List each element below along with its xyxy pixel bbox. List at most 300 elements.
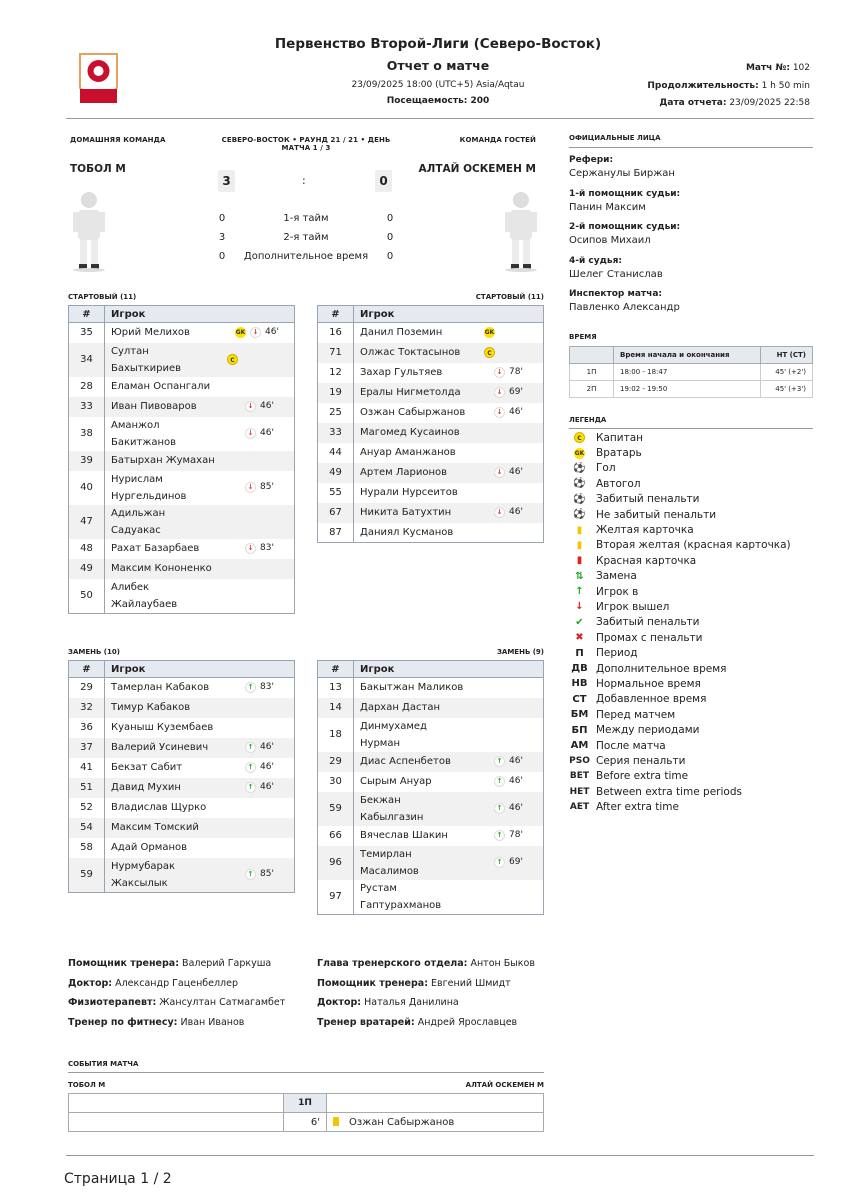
sub-out-icon: ↓ — [245, 482, 256, 493]
player-number: 66 — [318, 826, 354, 846]
staff-role: Физиотерапевт: — [68, 997, 157, 1008]
player-name: Тамерлан Кабаков — [111, 682, 210, 694]
player-name: Вячеслав Шакин — [360, 830, 448, 841]
sub-minute: 46' — [509, 756, 523, 766]
sub-minute: 46' — [509, 776, 523, 786]
legend-symbol: ДВ — [571, 663, 588, 675]
sub-minute: 46' — [509, 467, 523, 477]
staff-name: Антон Быков — [470, 958, 535, 969]
legend-item — [566, 492, 791, 507]
sub-minute: 46' — [260, 762, 274, 772]
player-name: Адильжан Садуакас — [111, 507, 166, 536]
official-role: 2-й помощник судьи: — [569, 222, 681, 232]
table-row — [69, 838, 295, 858]
player-number: 71 — [318, 343, 354, 363]
player-number: 49 — [318, 463, 354, 483]
home-staff — [68, 958, 285, 1036]
events-title: СОБЫТИЯ МАТЧА — [68, 1060, 139, 1068]
player-name: Еламан Оспангали — [111, 381, 211, 392]
legend-symbol: ✖ — [575, 632, 584, 644]
away-starting-table — [317, 305, 544, 543]
legend-item — [566, 430, 791, 445]
sub-out-icon: ↓ — [494, 467, 505, 478]
player-name: Алибек Жайлаубаев — [111, 581, 178, 610]
sub-minute: 69' — [509, 387, 523, 397]
table-header-row — [318, 661, 544, 678]
player-number: 25 — [318, 403, 354, 423]
official-item — [569, 222, 680, 256]
events-divider — [68, 1072, 544, 1073]
score-separator: : — [302, 174, 306, 187]
legend-item — [566, 476, 791, 491]
legend-item — [566, 707, 791, 722]
player-cell — [354, 363, 544, 383]
sub-minute: 46' — [260, 742, 274, 752]
table-row — [318, 443, 544, 463]
table-row — [318, 772, 544, 792]
table-row — [318, 383, 544, 403]
player-number: 12 — [318, 363, 354, 383]
player-name: Давид Мухин — [111, 782, 181, 793]
time-row: 1П 18:00 - 18:47 45' (+2') — [570, 364, 813, 381]
table-row — [69, 451, 295, 471]
player-name: Рустам Гаптурахманов — [360, 882, 442, 911]
staff-item — [68, 958, 285, 978]
table-row — [69, 758, 295, 778]
legend-label: Период — [596, 647, 638, 660]
player-number: 37 — [69, 738, 105, 758]
player-name: Ералы Нигметолда — [360, 387, 461, 398]
period-row: 0 Дополнительное время 0 — [218, 251, 394, 262]
player-cell — [354, 698, 544, 718]
legend-symbol: ⚽ — [573, 493, 586, 505]
legend-divider — [569, 428, 813, 429]
away-subs-label: ЗАМЕНЬ (9) — [496, 648, 544, 656]
table-row — [69, 377, 295, 397]
legend-symbol: ⚽ — [573, 462, 586, 474]
player-cell — [105, 471, 295, 505]
legend-symbol: ▮ — [576, 539, 583, 551]
legend-label: Замена — [596, 570, 637, 583]
staff-role: Доктор: — [317, 997, 362, 1008]
match-number: Матч №: 102 — [745, 63, 810, 73]
player-number: 33 — [318, 423, 354, 443]
table-row — [69, 858, 295, 893]
player-number: 19 — [318, 383, 354, 403]
player-number: 67 — [318, 503, 354, 523]
player-name: Адай Орманов — [111, 842, 188, 853]
player-name: Куаныш Кузембаев — [111, 722, 214, 733]
official-role: 1-й помощник судьи: — [569, 188, 681, 199]
table-row — [318, 483, 544, 503]
legend-label: Нормальное время — [596, 677, 701, 690]
legend-title: ЛЕГЕНДА — [569, 416, 607, 424]
player-cell — [105, 323, 295, 343]
legend-item — [566, 553, 791, 568]
home-team-name: ТОБОЛ М — [70, 163, 126, 175]
legend-item — [566, 569, 791, 584]
away-subs-table — [317, 660, 544, 915]
player-cell — [354, 826, 544, 846]
player-cell — [354, 718, 544, 752]
player-name: Султан Бахыткириев — [111, 345, 182, 374]
staff-name: Валерий Гаркуша — [182, 958, 272, 969]
player-number: 59 — [318, 792, 354, 826]
player-cell — [105, 778, 295, 798]
table-row — [318, 698, 544, 718]
legend-label: Промах с пенальти — [596, 631, 703, 644]
player-cell — [105, 798, 295, 818]
sub-minute: 46' — [509, 507, 523, 517]
staff-item — [317, 958, 535, 978]
player-number: 44 — [318, 443, 354, 463]
official-item — [569, 289, 680, 323]
legend-symbol: ⚽ — [573, 478, 586, 490]
home-subs-label: ЗАМЕНЬ (10) — [68, 648, 120, 656]
legend-symbol: БМ — [570, 709, 589, 721]
table-row — [69, 818, 295, 838]
player-cell — [105, 417, 295, 451]
player-number: 32 — [69, 698, 105, 718]
player-number: 55 — [318, 483, 354, 503]
num-col-header: # — [318, 661, 354, 678]
away-score: 0 — [375, 170, 392, 192]
sub-out-icon: ↓ — [494, 367, 505, 378]
player-cell — [105, 451, 295, 471]
player-name: Никита Батухтин — [360, 507, 452, 518]
legend-item — [566, 769, 791, 784]
legend-symbol: ▮ — [576, 555, 583, 567]
legend-symbol: БП — [571, 724, 588, 736]
player-name: Диас Аспенбетов — [360, 756, 451, 767]
events-period: 1П — [284, 1094, 327, 1113]
player-cell — [105, 377, 295, 397]
player-number: 96 — [318, 846, 354, 880]
table-header-row — [318, 306, 544, 323]
official-name: Панин Максим — [569, 201, 646, 213]
table-row — [318, 403, 544, 423]
player-number: 36 — [69, 718, 105, 738]
player-cell — [354, 880, 544, 915]
player-number: 54 — [69, 818, 105, 838]
legend-label: Игрок вышел — [596, 600, 670, 613]
home-starting-label: СТАРТОВЫЙ (11) — [68, 293, 137, 301]
sub-minute: 69' — [509, 857, 523, 867]
player-name: Аманжол Бакитжанов — [111, 419, 177, 448]
player-name: Озжан Сабыржанов — [360, 407, 466, 418]
official-item — [569, 155, 680, 189]
legend-label: Перед матчем — [596, 708, 676, 721]
player-cell — [105, 678, 295, 698]
time-title: ВРЕМЯ — [569, 333, 597, 341]
table-row — [318, 846, 544, 880]
officials-divider — [569, 147, 813, 148]
table-row — [69, 678, 295, 698]
player-cell — [354, 403, 544, 423]
player-cell — [105, 505, 295, 539]
table-row — [69, 559, 295, 579]
yellow-card-icon — [333, 1117, 339, 1126]
num-col-header: # — [69, 306, 105, 323]
legend-label: Забитый пенальти — [596, 616, 700, 629]
player-cell — [105, 579, 295, 614]
table-row — [318, 363, 544, 383]
player-name: Дархан Дастан — [360, 702, 440, 713]
player-name: Бакытжан Маликов — [360, 682, 464, 694]
match-duration: Продолжительность: 1 h 50 min — [647, 81, 810, 91]
player-cell — [105, 838, 295, 858]
table-row — [69, 798, 295, 818]
attendance: Посещаемость: 200 — [386, 96, 490, 106]
footer-divider — [66, 1155, 814, 1156]
official-item — [569, 256, 680, 290]
player-name: Олжас Токтасынов — [360, 347, 461, 358]
sub-minute: 46' — [260, 782, 274, 792]
sub-in-icon: ↑ — [245, 682, 256, 693]
player-number: 41 — [69, 758, 105, 778]
home-kit-icon — [72, 190, 106, 276]
legend-label: Вратарь — [596, 447, 642, 460]
table-row — [69, 539, 295, 559]
staff-item — [317, 978, 535, 998]
table-header-row — [69, 661, 295, 678]
player-cell — [105, 559, 295, 579]
legend-label: Не забитый пенальти — [596, 508, 717, 521]
sub-out-icon: ↓ — [245, 428, 256, 439]
player-cell — [354, 846, 544, 880]
home-team-label: ДОМАШНЯЯ КОМАНДА — [70, 136, 166, 144]
table-row — [69, 718, 295, 738]
legend-item — [566, 615, 791, 630]
sub-minute: 46' — [265, 327, 279, 338]
player-col-header: Игрок — [105, 306, 295, 323]
player-number: 87 — [318, 523, 354, 543]
legend-symbol: СТ — [572, 693, 587, 705]
round-info: СЕВЕРО-ВОСТОК • РАУНД 21 / 21 • ДЕНЬ МАТЧА 1 / 3 — [221, 136, 391, 152]
staff-role: Помощник тренера: — [68, 958, 180, 969]
player-number: 50 — [69, 579, 105, 614]
legend-item — [566, 753, 791, 768]
sub-minute: 83' — [260, 543, 274, 553]
player-number: 52 — [69, 798, 105, 818]
staff-item — [68, 1017, 285, 1037]
legend-item — [566, 445, 791, 460]
staff-role: Помощник тренера: — [317, 977, 429, 989]
staff-name: Наталья Данилина — [364, 997, 459, 1008]
report-subtitle: Отчет о матче — [386, 58, 490, 73]
legend-symbol: C — [566, 432, 593, 443]
time-row: 2П 19:02 - 19:50 45' (+3') — [570, 381, 813, 398]
legend-item — [566, 584, 791, 599]
events-away-team: АЛТАЙ ОСКЕМЕН М — [465, 1081, 544, 1089]
legend-symbol: PSO — [569, 755, 590, 766]
legend-label: Между периодами — [596, 724, 700, 737]
away-team-label: КОМАНДА ГОСТЕЙ — [459, 136, 536, 144]
away-staff — [317, 958, 535, 1036]
player-number: 28 — [69, 377, 105, 397]
events-home-team: ТОБОЛ М — [68, 1081, 106, 1089]
staff-item — [68, 978, 285, 998]
num-col-header: # — [69, 661, 105, 678]
player-name: Иван Пивоваров — [111, 401, 197, 412]
table-row — [318, 523, 544, 543]
official-name: Шелег Станислав — [569, 268, 663, 280]
player-cell — [105, 818, 295, 838]
league-logo — [76, 50, 121, 106]
sub-minute: 46' — [260, 401, 274, 411]
legend-symbol: ↑ — [575, 586, 584, 598]
player-number: 29 — [69, 678, 105, 698]
time-col-header: Время начала и окончания — [614, 347, 761, 364]
player-name: Рахат Базарбаев — [111, 543, 200, 554]
officials-title: ОФИЦИАЛЬНЫЕ ЛИЦА — [569, 134, 661, 142]
header-divider — [66, 118, 814, 119]
player-cell — [105, 858, 295, 893]
player-name: Батырхан Жумахан — [111, 455, 215, 466]
table-row — [69, 579, 295, 614]
events-table — [68, 1093, 544, 1132]
legend-item — [566, 522, 791, 537]
player-cell — [354, 503, 544, 523]
captain-icon: C — [484, 347, 495, 358]
sub-minute: 78' — [509, 830, 523, 840]
sub-out-icon: ↓ — [494, 387, 505, 398]
player-cell — [105, 698, 295, 718]
table-row — [318, 826, 544, 846]
official-role: Инспектор матча: — [569, 289, 662, 299]
player-cell — [354, 678, 544, 698]
player-cell — [354, 792, 544, 826]
legend-symbol: ▮ — [576, 524, 583, 536]
player-name: Нурали Нурсеитов — [360, 487, 458, 498]
player-number: 35 — [69, 323, 105, 343]
player-name: Магомед Кусаинов — [360, 427, 460, 438]
sub-out-icon: ↓ — [494, 407, 505, 418]
events-period-row — [69, 1094, 544, 1113]
player-name: Нурислам Нургельдинов — [111, 473, 187, 502]
legend-label: Автогол — [596, 477, 641, 490]
legend-item — [566, 738, 791, 753]
player-number: 59 — [69, 858, 105, 893]
player-number: 34 — [69, 343, 105, 377]
sub-out-icon: ↓ — [250, 327, 261, 338]
player-name: Нурмубарак Жаксылык — [111, 860, 176, 889]
sub-in-icon: ↑ — [494, 776, 505, 787]
legend-item — [566, 784, 791, 799]
legend-symbol: НВ — [571, 678, 588, 690]
player-cell — [105, 758, 295, 778]
legend-label: Желтая карточка — [596, 524, 694, 537]
player-name: Максим Кононенко — [111, 563, 212, 574]
player-name: Валерий Усиневич — [111, 742, 209, 753]
player-cell — [105, 539, 295, 559]
official-item — [569, 189, 680, 223]
player-number: 40 — [69, 471, 105, 505]
table-row — [69, 505, 295, 539]
legend-label: Добавленное время — [596, 693, 707, 706]
player-name: Тимур Кабаков — [111, 702, 191, 713]
player-name: Ануар Аманжанов — [360, 447, 456, 458]
player-cell — [354, 343, 544, 363]
table-row — [318, 880, 544, 915]
legend-label: Игрок в — [596, 585, 639, 598]
legend-item — [566, 599, 791, 614]
official-name: Осипов Михаил — [569, 235, 651, 246]
table-row — [318, 678, 544, 698]
player-cell — [354, 752, 544, 772]
captain-icon: C — [227, 354, 238, 365]
player-name: Даниял Кусманов — [360, 526, 454, 538]
player-name: Владислав Щурко — [111, 802, 207, 813]
table-header-row — [69, 306, 295, 323]
player-cell — [105, 397, 295, 417]
legend-item — [566, 676, 791, 691]
player-name: Бекзат Сабит — [111, 762, 183, 773]
time-table — [569, 346, 813, 398]
legend-item — [566, 507, 791, 522]
sub-in-icon: ↑ — [245, 869, 256, 880]
event-minute: 6' — [284, 1113, 327, 1132]
player-number: 16 — [318, 323, 354, 343]
legend-item — [566, 692, 791, 707]
legend-symbol: ⚽ — [573, 509, 586, 521]
sub-minute: 85' — [260, 482, 274, 492]
sub-in-icon: ↑ — [494, 830, 505, 841]
table-row — [318, 343, 544, 363]
official-role: Рефери: — [569, 155, 614, 165]
table-row — [318, 463, 544, 483]
legend-item — [566, 630, 791, 645]
staff-name: Андрей Ярославцев — [417, 1016, 518, 1028]
staff-name: Иван Иванов — [180, 1016, 245, 1028]
table-row — [69, 417, 295, 451]
player-number: 51 — [69, 778, 105, 798]
player-name: Юрий Мелихов — [111, 327, 190, 339]
player-cell — [105, 718, 295, 738]
legend-symbol: HET — [569, 786, 590, 797]
legend-label: Вторая желтая (красная карточка) — [596, 539, 791, 552]
table-row — [69, 471, 295, 505]
player-cell — [354, 323, 544, 343]
sub-minute: 46' — [509, 803, 523, 813]
table-row — [318, 792, 544, 826]
player-number: 47 — [69, 505, 105, 539]
staff-role: Тренер по фитнесу: — [68, 1016, 178, 1028]
legend-label: Капитан — [596, 431, 643, 444]
period-row: 0 1-я тайм 0 — [218, 213, 394, 224]
legend-label: После матча — [596, 739, 666, 752]
player-number: 18 — [318, 718, 354, 752]
league-title: Первенство Второй-Лиги (Северо-Восток) — [274, 36, 602, 52]
legend-item — [566, 661, 791, 676]
player-cell — [354, 463, 544, 483]
goalkeeper-icon: GK — [235, 329, 246, 337]
player-cell — [354, 483, 544, 503]
page-number: Страница 1 / 2 — [64, 1171, 172, 1187]
player-number: 14 — [318, 698, 354, 718]
sub-minute: 46' — [509, 407, 523, 417]
player-name: Бекжан Кабылгазин — [360, 794, 424, 823]
away-team-name: АЛТАЙ ОСКЕМЕН М — [418, 163, 536, 175]
player-cell — [105, 343, 295, 377]
legend-symbol: AET — [569, 802, 590, 813]
period-scores — [210, 213, 402, 270]
num-col-header: # — [318, 306, 354, 323]
period-row: 3 2-я тайм 0 — [218, 232, 394, 243]
legend-item — [566, 799, 791, 814]
player-name: Темирлан Масалимов — [360, 848, 419, 877]
staff-role: Глава тренерского отдела: — [317, 958, 468, 969]
